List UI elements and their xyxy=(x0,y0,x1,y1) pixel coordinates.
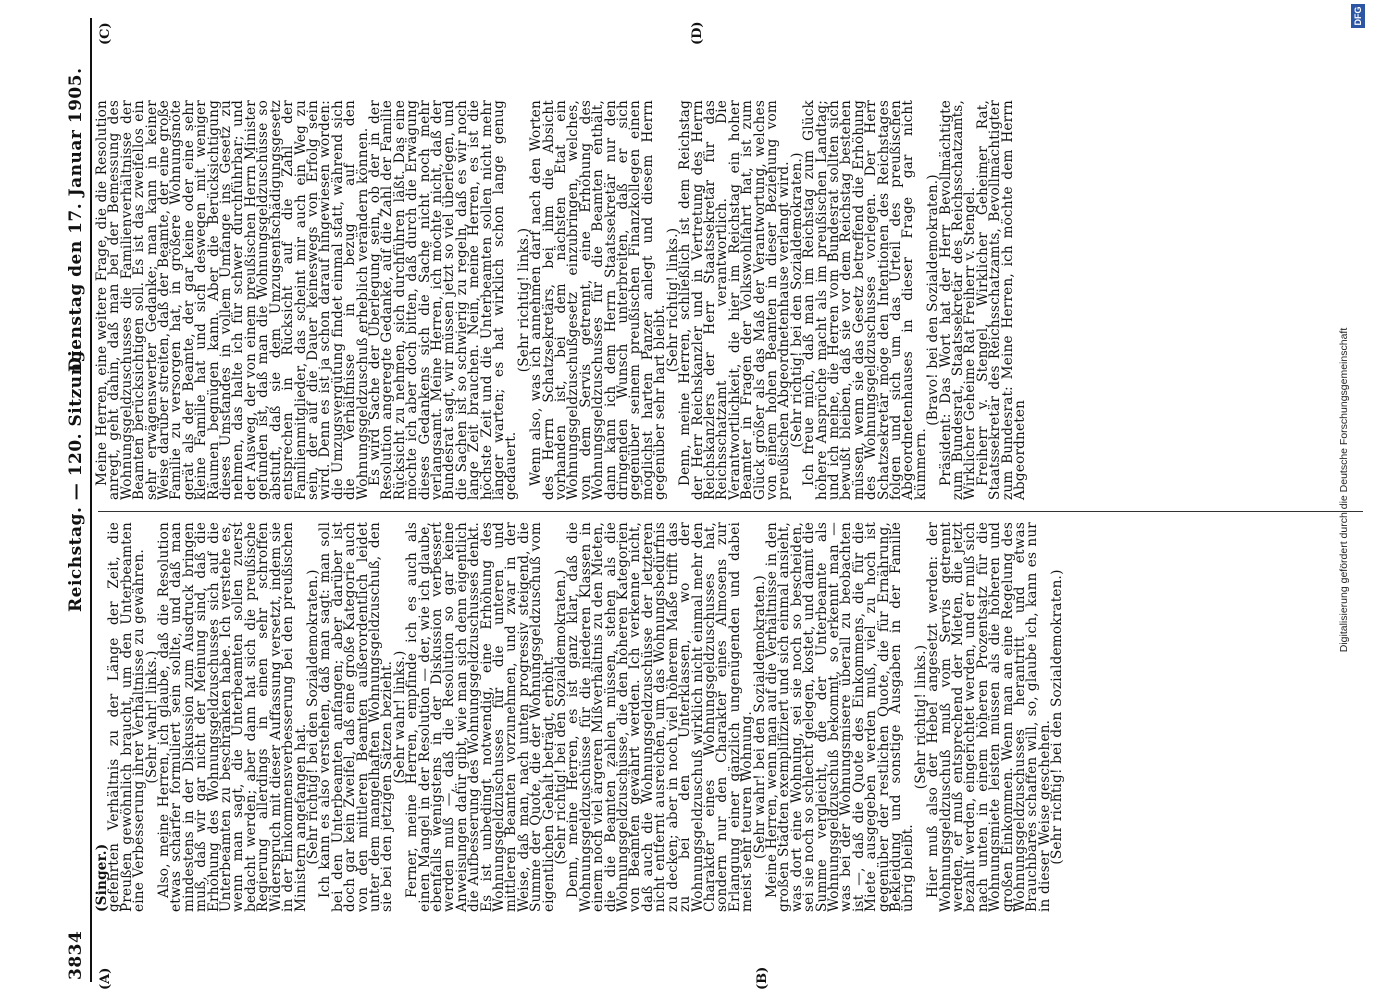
interjection: (Sehr richtig! bei den Sozialdemokraten.) xyxy=(1049,569,1066,865)
paragraph: Freiherr v. Stengel, Wirklicher Geheimer Rat, Staatssekretär des Reichsschatzamts, Bevollmächtigter zum Bundesrat: Meine Herren, ich möchte dem Herrn Abgeordneten xyxy=(974,100,1029,500)
interjection: (Sehr richtig! bei den Sozialdemokraten.) xyxy=(553,569,570,865)
interjection: (Sehr richtig! links.) xyxy=(912,644,929,790)
president-statement: Präsident: Das Wort hat der Herr Bevollmächtigte zum Bundesrat, Staatssekretär des Reichsschatzamts, Wirklicher Geheime Rat Freiherr v. Stengel. xyxy=(937,100,979,500)
paragraph: Hier muß also der Hebel angesetzt werden: der Wohnungsgeldzuschuß muß vom Servis getrennt werden, er muß entsprechend der Mieten, die jetzt bezahlt werden, eingerichtet werden, und er muß sich nach unten in einem höheren Prozentsatz für die Wohnungsmiete leisten müssen als die höheren und großen Einkommen. Wenn man an eine Regelung des Wohnungsgeldzuschusses herantritt und etwas Brauchbares schaffen will, so, glaube ich, kann es nur in dieser Weise geschehen. xyxy=(925,522,1053,912)
interjection: (Sehr wahr! links.) xyxy=(391,650,408,784)
interjection: (Bravo! bei den Sozialdemokraten.) xyxy=(925,174,942,426)
interjection: (Sehr wahr! bei den Sozialdemokraten.) xyxy=(751,575,768,859)
session-date: Dienstag den 17. Januar 1905. xyxy=(66,67,86,372)
paragraph: Denn, meine Herren, es ist ganz klar, daß die Wohnungsgeldzuschüsse für die niederen Klassen in einem noch viel ärgeren Mißverhältnis zu den Mieten, die die Beamten zahlen müssen, stehen als die Wohnungsgeldzuschüsse, die den höheren Kategorien von Beamten gewährt werden. Ich verkenne nicht, daß auch die Wohnungsgeldzuschüsse der letzteren nicht entfernt ausreichen, um das Wohnungsbedürfnis zu decken; aber in noch viel höherem Maße trifft das zu bei den Unterklassen, wo der Wohnungsgeldzuschuß wirklich nicht einmal mehr den Charakter eines Wohnungsgeldzuschusses hat, sondern nur den Charakter eines Almosens zur Erlangung einer gänzlich ungenügenden und dabei meist sehr teuren Wohnung. xyxy=(565,522,756,912)
dfg-logo: DFG xyxy=(1351,4,1365,28)
interjection: (Sehr wahr! links.) xyxy=(143,650,160,784)
paragraph: Ich kann es also verstehen, daß man sagt: man soll bei den Unterbeamten anfangen; aber darüber ist doch gar kein Zweifel, daß eine große Kategorie auch von den mittleren Beamten außerordentlich leidet unter dem mangelhaften Wohnungsgeldzuschuß, den sie bei den jetzigen Sätzen bezieht. xyxy=(317,522,396,912)
session-title: Reichstag. — 120. Sitzung. xyxy=(66,343,86,612)
interjection: (Sehr richtig! bei den Sozialdemokraten.) xyxy=(788,152,805,448)
interjection: (Sehr richtig! bei den Sozialdemokraten.) xyxy=(304,569,321,865)
margin-marker-c: (C) xyxy=(98,22,113,45)
right-column xyxy=(96,100,1375,500)
paragraph: Es wird Sache der Überlegung sein, ob der in der Resolution angeregte Gedanke, auf die Zahl der Familie Rücksicht zu nehmen, sich durchführen läßt. Das eine möchte ich aber doch bitten, daß durch die Erwägung dieses Gedankens sich die Sache nicht noch mehr verlangsamt. Meine Herren, ich möchte nicht, daß der Bundesrat sagt, wir müssen jetzt so viel überlegen, und die Sachen ist so schwierig zu regeln, daß es wir noch lange Zeit brauchen. Nein, meine Herren, es ist die höchste Zeit und die Unterbeamten sollen nicht mehr länger warten; es hat wirklich schon lange genug gedauert. xyxy=(366,100,520,500)
interjection: (Sehr richtig! links.) xyxy=(515,227,532,373)
paragraph: gefehrten Verhältnis zu der Länge der Zeit, die Preußen gewöhnlich braucht, um den Unterbeamten eine Verbesserung ihrer Verhältnisse zu gewähren. xyxy=(106,522,148,912)
interjection: (Sehr richtig! links.) xyxy=(664,227,681,373)
paragraph: Ferner, meine Herren, empfinde ich es auch als einen Mangel in der Resolution — der, wie ich glaube, ebenfalls wenigstens in der Diskussion verbessert werden muß —, daß die Resolution so gar keine Anweisungen dafür gibt, wie man sich denn eigentlich die Aufbesserung des Wohnungsgeldzuschusses denkt. Es ist unbedingt notwendig, eine Erhöhung des Wohnungsgeldzuschusses für die unteren und mittleren Beamten vorzunehmen, und zwar in der Weise, daß man, nach unten progressiv steigend, die Summe der Quote, die der Wohnungsgeldzuschuß vom eigentlichen Gehalt beträgt, erhöht. xyxy=(404,522,557,912)
margin-marker-d: (D) xyxy=(690,21,705,45)
paragraph: Wenn also, was ich annehmen darf nach den Worten des Herrn Schatzsekretärs, bei ihm die Absicht vorhanden ist, bei dem nächsten Etat ein Wohnungsgeldzuschußgesetz einzubringen, welches, von dem Servis getrennt, eine Erhöhung des Wohnungsgeldzuschusses für die Beamten enthält, dann kann ich dem Herrn Staatssekretär nur den dringenden Wunsch unterbreiten, daß er sich gegenüber seinem preußischen Finanzkollegen einen möglichst harten Panzer anlegt und diesem Herrn gegenüber sehr hart bleibt. xyxy=(528,100,669,500)
digitization-note: Digitalisierung gefördert durch die Deutsche Forschungsgemeinschaft xyxy=(1338,327,1350,653)
page-header xyxy=(66,18,92,982)
margin-marker-b: (B) xyxy=(755,966,770,990)
paragraph: Meine Herren, eine weitere Frage, die die Resolution anregt, geht dahin, daß man bei der Bemessung des Wohnungsgeldzuschusses die Familienverhältnisse der Beamten berücksichtigen soll. Es ist das zweifellos ein sehr erwägenswerter Gedanke; man kann in keiner Weise darüber streiten, daß der Beamte, der eine große Familie zu versorgen hat, in größere Wohnungsnöte gerät als der Beamte, der gar keine oder eine sehr kleine Familie hat und sich deswegen mit weniger Räumen begnügen kann. Aber die Berücksichtigung dieses Umstandes in vollem Umfange ins Gesetz zu nehmen, das halte ich für schwer durchführbar; und der Ausweg, der von einem preußischen Herrn Minister gefunden ist, daß man die Wohnungsgeldzuschüsse so abstuft, daß sie dem Umzugsentschädigungsgesetz entsprechen in Rücksicht auf die Zahl der Familienmitglieder, das scheint mir auch ein Weg zu sein, der auf die Dauer keineswegs von Erfolg sein wird. Denn es ist ja schon darauf hingewiesen worden: die Umzugsvergütung findet einmal statt, während sich die Verhältnisse in bezug auf den Wohnungsgeldzuschuß erheblich verändern können. xyxy=(94,100,371,500)
speaker-label: (Singer.) xyxy=(94,843,110,912)
paragraph: Also, meine Herren, ich glaube, daß die Resolution etwas schärfer formuliert sein sollte, und daß man mindestens in der Diskussion zum Ausdruck bringen muß, daß wir gar nicht der Meinung sind, daß die Erhöhung des Wohnungsgeldzuschusses sich auf die Unterbeamten zu beschränken habe. Ich verstehe es, wenn man sagt, die Unterbeamten sollen zuerst bedacht werden; aber dann hat sich die preußische Regierung allerdings in einen sehr schroffen Widerspruch mit dieser Auffassung versetzt, indem sie in der Einkommensverbesserung bei den preußischen Ministern angefangen hat. xyxy=(156,522,309,912)
margin-marker-a: (A) xyxy=(98,967,113,990)
page-number: 3834 xyxy=(66,930,86,980)
paragraph: Ich freue mich, daß man im Reichstag zum Glück höhere Ansprüche macht als im preußischen Landtag; und ich meine, die Herren vom Bundesrat sollten sich bewußt bleiben, daß sie vor dem Reichstag bestehen müssen, wenn sie das Gesetz betreffend die Erhöhung des Wohnungsgeldzuschusses vorlegen. Der Herr Schatzsekretär möge den Intentionen des Reichstages folgen und sich um das Urteil des preußischen Abgeordnetenhauses in dieser Frage gar nicht kümmern. xyxy=(801,100,929,500)
column-divider xyxy=(98,511,1363,512)
paragraph: Denn, meine Herren, schließlich ist dem Reichstag der Herr Reichskanzler und in Vertretung des Herrn Reichskanzlers der Herr Staatssekretär für das Reichsschatzamt verantwortlich. Die Verantwortlichkeit, die hier im Reichstag ein hoher Beamter in Fragen der Volkswohlfahrt hat, ist zum Glück größer als das Maß der Verantwortung, welches von einem hohen Beamten in dieser Beziehung vom preußischen Abgeordnetenhause verlangt wird. xyxy=(677,100,793,500)
left-column xyxy=(96,522,1375,912)
paragraph: Meine Herren, wenn man auf die Verhältnisse in den großen Städten exemplifiziert und sich einmal ansieht, was dort eine Wohnung, sei sie noch so bescheiden, sei sie noch so schlecht gelegen, kostet, und damit die Summe vergleicht, die der Unterbeamte als Wohnungsgeldzuschuß bekommt, so erkennt man — was bei der Wohnungsmisere überall zu beobachten ist —, daß die Quote des Einkommens, die für die Miete ausgegeben werden muß, viel zu hoch ist gegenüber der restlichen Quote, die für Ernährung, Bekleidung und sonstige Ausgaben in der Familie übrig bleibt. xyxy=(763,522,917,912)
